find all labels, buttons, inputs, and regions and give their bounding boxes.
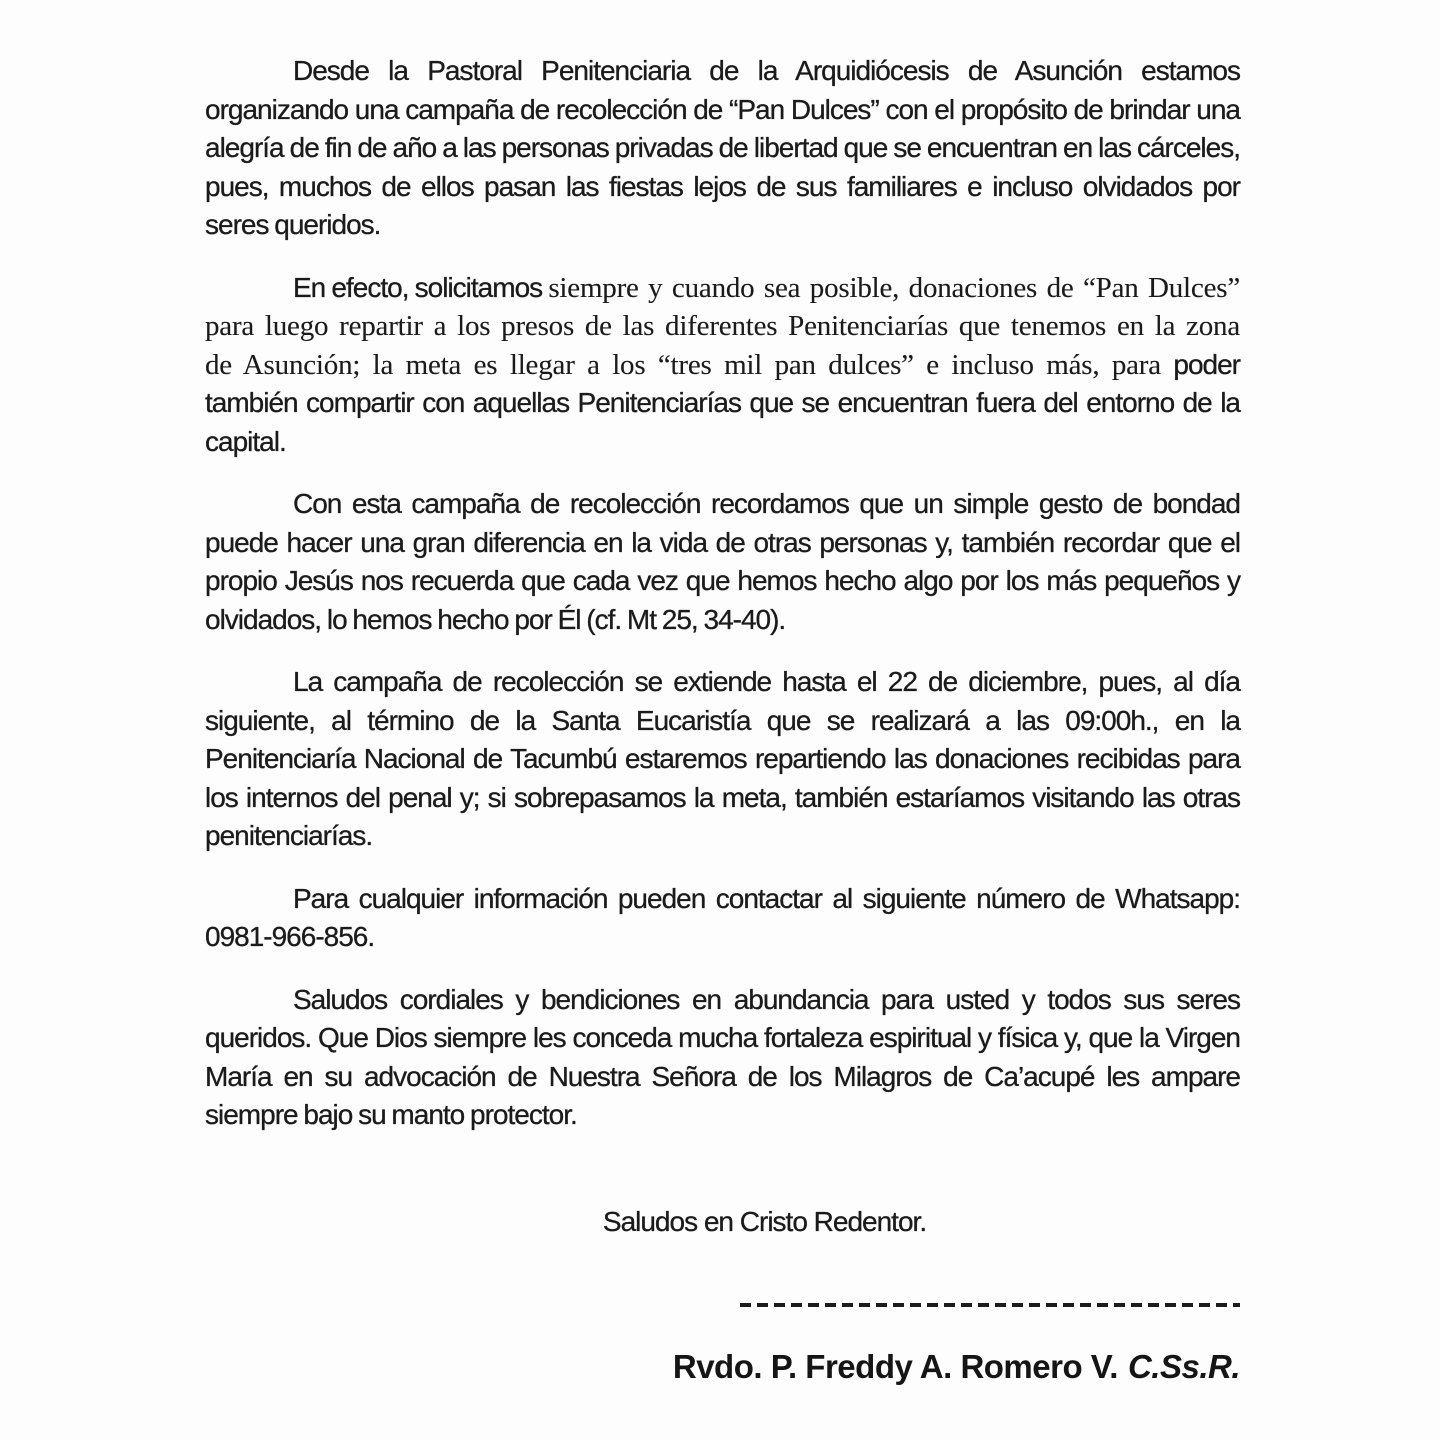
paragraph-contact-info: Para cualquier información pueden contactar al siguiente número de Whatsapp: 0981-966-856. [205,882,1240,952]
paragraph-campaign-intro: Desde la Pastoral Penitenciaria de la Arquidiócesis de Asunción estamos organizando una campaña de recolección de “Pan Dulces” con el propósito de brindar una alegría de fin de año a las personas privadas de libertad que se encuentran en las cárceles, pues, muchos de ellos pasan las fiestas lejos de sus familiares e incluso olvidados por seres queridos. [205,55,1240,240]
paragraph-segment-sans-tail: poder también compartir con aquellas Penitenciarías que se encuentran fuera del entorno de la capital. [205,348,1240,457]
paragraph-kindness-reflection: Con esta campaña de recolección recordamos que un simple gesto de bondad puede hacer una gran diferencia en la vida de otras personas y, también recordar que el propio Jesús nos recuerda que cada vez que hemos hecho algo por los más pequeños y olvidados, lo hemos hecho por Él (cf. Mt 25, 34-40). [205,488,1240,635]
signature-congregation: C.Ss.R. [1127,1348,1240,1385]
paragraph-collection-deadline: La campaña de recolección se extiende hasta el 22 de diciembre, pues, al día siguiente, al término de la Santa Eucaristía que se realizará a las 09:00h., en la Penitenciaría Nacional de Tacumbú estaremos repartiendo las donaciones recibidas para los internos del penal y; si sobrepasamos la meta, también estaríamos visitando las otras penitenciarías. [205,666,1240,851]
signature-divider [740,1303,1240,1307]
closing-salutation: Saludos en Cristo Redentor. [602,1205,927,1237]
signature-block [205,1345,1240,1389]
paragraph-segment-serif: siempre y cuando sea posible, donaciones de “Pan Dulces” para luego repartir a los presos de las diferentes Penitenciarías que tenemos en la zona de Asunción; la meta es llegar a los “tres mil pan dulces” e incluso más, para [205,271,1241,381]
signature-name: Rvdo. P. Freddy A. Romero V. [672,1348,1118,1385]
paragraph-blessings: Saludos cordiales y bendiciones en abundancia para usted y todos sus seres queridos. Que Dios siempre les conceda mucha fortaleza espiritual y física y, que la Virgen María en su advocación de Nuestra Señora de los Milagros de Ca’acupé les ampare siempre bajo su manto protector. [205,983,1240,1130]
paragraph-donation-request [205,269,1240,462]
paragraph-segment-sans-lead: En efecto, solicitamos [293,271,549,303]
